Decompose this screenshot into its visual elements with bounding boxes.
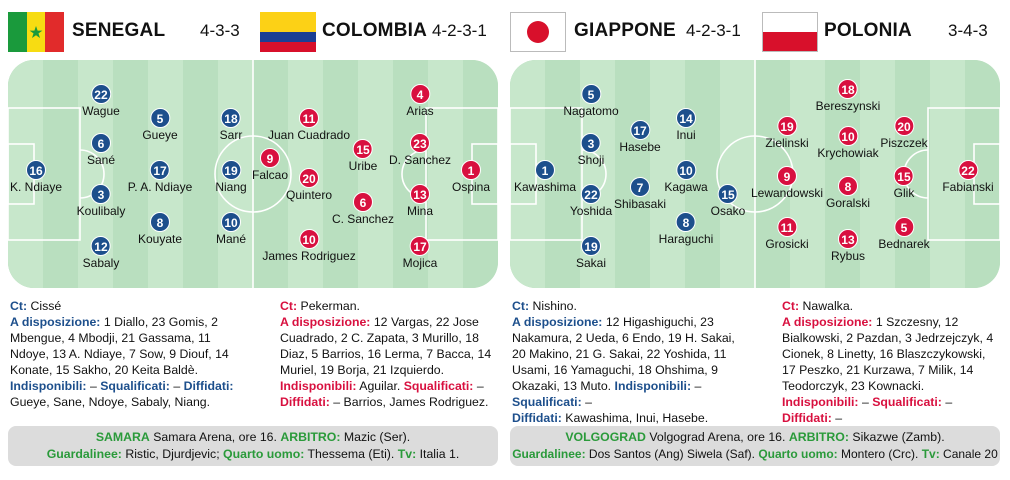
player-name: Nagatomo [563,104,619,118]
home-player [216,212,246,246]
warned-list: – [835,411,843,425]
shirt-number: 22 [91,84,111,104]
home-player [578,133,605,167]
shirt-number: 1 [461,160,481,180]
player-name: Goralski [825,196,871,210]
tv-label: Tv: [921,447,940,461]
home-player [142,108,177,142]
away-player [894,166,915,200]
shirt-number: 20 [894,116,914,136]
venue: Volgograd Arena, ore 16. [649,430,786,444]
suspended-label: Squalificati: [872,395,942,409]
player-name: D. Sanchez [388,153,452,167]
linesmen-label: Guardalinee: [512,447,586,461]
player-name: Ospina [451,180,491,194]
home-player [87,133,115,167]
coach-name: Nishino. [532,299,577,313]
shirt-number: 1 [535,160,555,180]
warned-label: Diffidati: [782,411,832,425]
away-player [286,168,332,202]
home-player [83,236,120,270]
away-player [403,236,438,270]
player-name: Shibasaki [613,197,667,211]
coach-name: Cissé [30,299,62,313]
bench-label: A disposizione: [10,315,101,329]
shirt-number: 5 [894,217,914,237]
player-name: Bereszynski [815,99,881,113]
away-player [406,84,433,118]
home-player [128,160,193,194]
suspended-list: – [585,395,592,409]
suspended-list: – [476,379,484,393]
player-name: Sarr [219,128,243,142]
player-name: Kawashima [513,180,577,194]
home-player [614,177,666,211]
coach-label: Ct: [280,299,298,313]
shirt-number: 10 [676,160,696,180]
player-name: Niang [215,180,247,194]
away-player [262,229,355,263]
match-header [510,12,1000,52]
coach-name: Nawalka. [802,299,854,313]
coach-label: Ct: [10,299,28,313]
shirt-number: 17 [410,236,430,256]
player-name: Juan Cuadrado [267,128,351,142]
suspended-list: – [173,379,181,393]
away-team-name: POLONIA [824,20,912,41]
player-name: Arias [406,104,434,118]
match-footer [8,426,498,466]
shirt-number: 22 [958,160,978,180]
shirt-number: 5 [150,108,170,128]
away-player [765,116,808,150]
shirt-number: 19 [221,160,241,180]
referee-label: ARBITRO: [788,430,849,444]
tv-channel: Canale 20 [943,447,998,461]
away-player [817,126,878,160]
unavailable-label: Indisponibili: [10,379,87,393]
away-player [826,176,870,210]
player-name: K. Ndiaye [9,180,63,194]
bench-list: 1 Szczesny, 12 Bialkowski, 2 Pazdan, 3 Jedrzejczyk, 4 Cionek, 8 Linetty, 16 Blaszczykowski, 17 Peszko, 21 Kurzawa, 7 Milik, 14 Teodorczyk, 23 Kownacki. [782,315,994,393]
player-name: Mané [215,232,247,246]
shirt-number: 4 [410,84,430,104]
unavailable-list: – [89,379,97,393]
tv-channel: Italia 1. [419,447,460,461]
colombia-flag-icon [260,12,316,52]
home-team-info [10,298,242,410]
player-name: Shoji [577,153,605,167]
shirt-number: 23 [410,133,430,153]
tv-label: Tv: [397,447,417,461]
warned-label: Diffidati: [280,395,330,409]
home-player [676,108,696,142]
player-name: Krychowiak [817,146,879,160]
poland-flag-icon [762,12,818,52]
player-name: Koulibaly [76,204,126,218]
player-name: Haraguchi [658,232,714,246]
shirt-number: 8 [150,212,170,232]
home-player [82,84,120,118]
player-name: Grosicki [765,237,809,251]
warned-list: Kawashima, Inui, Hasebe. [565,411,709,425]
player-name: Lewandowski [750,186,824,200]
away-player [942,160,993,194]
japan-flag-icon [510,12,566,52]
player-name: Hasebe [619,140,661,154]
shirt-number: 5 [581,84,601,104]
shirt-number: 15 [353,139,373,159]
away-formation: 3-4-3 [948,21,988,40]
player-name: Inui [676,128,696,142]
coach-label: Ct: [512,299,530,313]
home-player [220,108,243,142]
away-team-info [280,298,498,410]
player-name: Uribe [348,159,378,173]
home-player [570,184,612,218]
coach-label: Ct: [782,299,800,313]
shirt-number: 3 [581,133,601,153]
referee-label: ARBITRO: [280,430,341,444]
shirt-number: 9 [260,148,280,168]
bench-list: 12 Vargas, 22 Jose Cuadrado, 2 C. Zapata, 3 Murillo, 18 Diaz, 5 Barrios, 16 Lerma, 7 Bacca, 14 Muriel, 19 Borja, 21 Izquierdo. [280,315,492,377]
shirt-number: 15 [894,166,914,186]
referee: Sikazwe (Zamb). [852,430,945,444]
home-player [514,160,576,194]
shirt-number: 20 [299,168,319,188]
match-header [8,12,498,52]
home-player [215,160,246,194]
away-player [878,217,929,251]
fourth-official-label: Quarto uomo: [758,447,838,461]
home-player [77,184,126,218]
player-name: Bednarek [878,237,930,251]
away-player [268,108,350,142]
player-name: Zielinski [765,136,809,150]
shirt-number: 8 [838,176,858,196]
unavailable-list: – [861,395,869,409]
coach-name: Pekerman. [300,299,360,313]
shirt-number: 13 [410,184,430,204]
match-card-senegal-colombia [8,0,498,480]
warned-list: Gueye, Sane, Ndoye, Sabaly, Niang. [10,395,211,409]
senegal-flag-icon [8,12,64,52]
player-name: James Rodriguez [262,249,356,263]
home-player [576,236,606,270]
player-name: Sakai [575,256,607,270]
warned-label: Diffidati: [183,379,234,393]
linesmen: Ristic, Djurdjevic; [125,447,220,461]
shirt-number: 9 [777,166,797,186]
shirt-number: 8 [676,212,696,232]
shirt-number: 17 [630,120,650,140]
player-name: Yoshida [569,204,613,218]
unavailable-label: Indisponibili: [280,379,357,393]
shirt-number: 6 [91,133,111,153]
shirt-number: 18 [838,79,858,99]
home-player [659,212,714,246]
city: SAMARA [95,430,150,444]
shirt-number: 7 [630,177,650,197]
home-player [10,160,62,194]
shirt-number: 22 [581,184,601,204]
shirt-number: 19 [581,236,601,256]
home-formation: 4-2-3-1 [686,21,741,40]
home-player [138,212,182,246]
away-player [349,139,378,173]
warned-list: – Barrios, James Rodriguez. [333,395,489,409]
player-name: Sané [86,153,116,167]
home-player [711,184,746,218]
away-player [252,148,288,182]
away-player [831,229,865,263]
away-player [816,79,881,113]
fourth-official: Thessema (Eti). [307,447,395,461]
shirt-number: 11 [777,217,797,237]
suspended-label: Squalificati: [100,379,170,393]
shirt-number: 13 [838,229,858,249]
player-name: Mina [406,204,434,218]
suspended-label: Squalificati: [512,395,582,409]
warned-label: Diffidati: [512,411,562,425]
bench-label: A disposizione: [782,315,873,329]
referee: Mazic (Ser). [343,430,411,444]
away-team-name: COLOMBIA [322,20,428,41]
shirt-number: 10 [838,126,858,146]
shirt-number: 10 [299,229,319,249]
player-name: Fabianski [942,180,994,194]
home-team-name: GIAPPONE [574,20,676,41]
away-player [880,116,927,150]
bench-label: A disposizione: [280,315,371,329]
shirt-number: 16 [26,160,46,180]
player-name: Osako [710,204,746,218]
player-name: Falcao [251,168,289,182]
bench-list: 12 Higashiguchi, 23 Nakamura, 2 Ueda, 6 Endo, 19 H. Sakai, 20 Makino, 21 G. Sakai, 22 Yoshida, 11 Usami, 16 Yamaguchi, 18 Ohshima, 9 Okazaki, 13 Muto. [512,315,735,393]
city: VOLGOGRAD [565,430,646,444]
match-card-giappone-polonia [510,0,1000,480]
away-player [407,184,433,218]
bench-label: A disposizione: [512,315,603,329]
pitch [510,60,1000,288]
home-team-name: SENEGAL [72,20,166,41]
player-name: Kouyate [137,232,183,246]
unavailable-list: Aguilar. [359,379,401,393]
player-name: Wague [82,104,120,118]
away-player [765,217,808,251]
player-name: Gueye [142,128,178,142]
fourth-official-label: Quarto uomo: [223,447,305,461]
home-player [619,120,660,154]
shirt-number: 11 [299,108,319,128]
away-formation: 4-2-3-1 [432,21,487,40]
player-name: Mojica [402,256,438,270]
away-team-info [782,298,1000,426]
shirt-number: 17 [150,160,170,180]
shirt-number: 15 [718,184,738,204]
venue: Samara Arena, ore 16. [153,430,277,444]
shirt-number: 6 [353,192,373,212]
unavailable-label: Indisponibili: [614,379,692,393]
home-player [563,84,618,118]
fourth-official: Montero (Crc). [841,447,919,461]
player-name: Rybus [830,249,866,263]
shirt-number: 12 [91,236,111,256]
home-team-info [512,298,744,426]
suspended-label: Squalificati: [403,379,474,393]
player-name: Kagawa [664,180,708,194]
unavailable-list: – [694,379,702,393]
player-name: Glik [893,186,915,200]
player-name: Piszczek [880,136,928,150]
player-name: C. Sanchez [331,212,395,226]
away-player [332,192,394,226]
away-player [389,133,451,167]
bench-list: 1 Diallo, 23 Gomis, 2 Mbengue, 4 Mbodji, 21 Gassama, 11 Ndoye, 13 A. Ndiaye, 7 Sow, 9 Diouf, 14 Konate, 15 Sakho, 20 Keita Baldè. [10,315,229,377]
home-formation: 4-3-3 [200,21,240,40]
player-name: Sabaly [82,256,120,270]
shirt-number: 18 [221,108,241,128]
player-name: P. A. Ndiaye [127,180,193,194]
home-player [664,160,707,194]
linesmen: Dos Santos (Ang) Siwela (Saf). [588,447,755,461]
shirt-number: 3 [91,184,111,204]
shirt-number: 14 [676,108,696,128]
pitch [8,60,498,288]
match-footer [510,426,1000,466]
linesmen-label: Guardalinee: [46,447,122,461]
shirt-number: 10 [221,212,241,232]
shirt-number: 19 [777,116,797,136]
unavailable-label: Indisponibili: [782,395,859,409]
suspended-list: – [945,395,953,409]
player-name: Quintero [285,188,333,202]
away-player [452,160,490,194]
away-player [751,166,823,200]
